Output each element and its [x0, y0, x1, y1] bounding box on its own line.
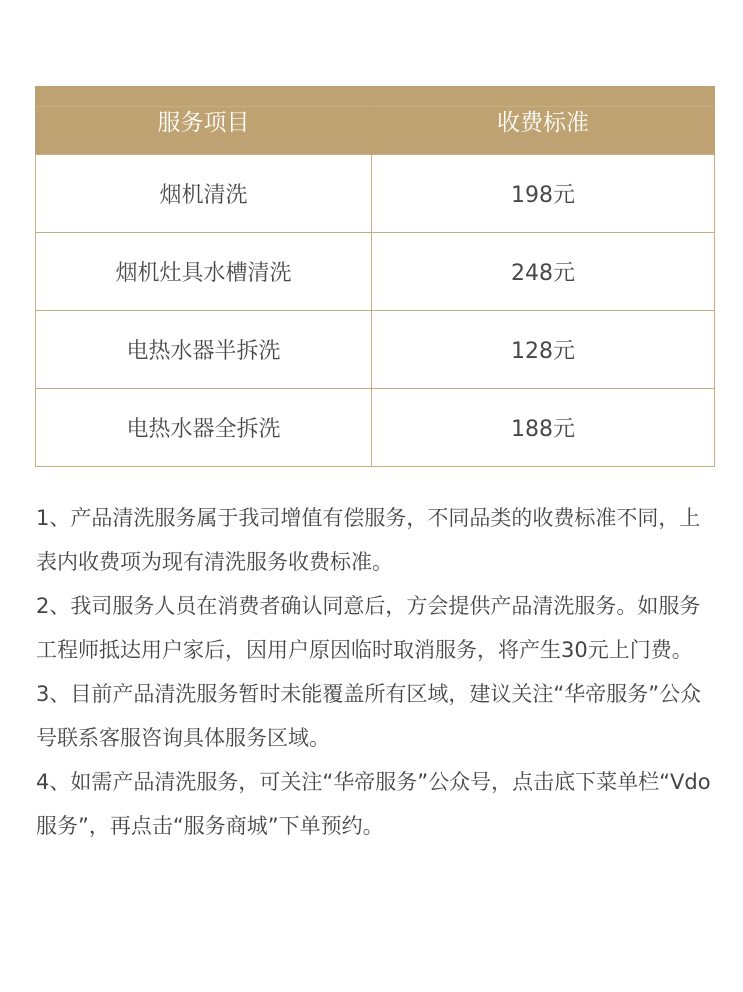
column-header-service: 服务项目: [36, 87, 372, 155]
service-cell: 烟机清洗: [36, 155, 372, 233]
price-cell: 188元: [372, 389, 715, 467]
table-row: [36, 233, 715, 311]
service-cell: 电热水器半拆洗: [36, 311, 372, 389]
service-cell: 电热水器全拆洗: [36, 389, 372, 467]
price-cell: 128元: [372, 311, 715, 389]
price-table: [35, 86, 715, 467]
note-paragraph-2: 2、我司服务人员在消费者确认同意后，方会提供产品清洗服务。如服务工程师抵达用户家后，因用户原因临时取消服务，将产生30元上门费。: [36, 594, 701, 662]
price-cell: 248元: [372, 233, 715, 311]
note-paragraph-1: 1、产品清洗服务属于我司增值有偿服务，不同品类的收费标准不同，上表内收费项为现有清洗服务收费标准。: [36, 506, 701, 574]
service-cell: 烟机灶具水槽清洗: [36, 233, 372, 311]
column-header-price: 收费标准: [372, 87, 715, 155]
notes-section: [36, 496, 716, 848]
table-row: [36, 389, 715, 467]
note-paragraph-3: 3、目前产品清洗服务暂时未能覆盖所有区域，建议关注“华帝服务”公众号联系客服咨询具体服务区域。: [36, 682, 702, 750]
table-header-row: [36, 87, 715, 155]
table-row: [36, 311, 715, 389]
table-row: [36, 155, 715, 233]
note-paragraph-4: 4、如需产品清洗服务，可关注“华帝服务”公众号，点击底下菜单栏“Vdo服务”，再点击“服务商城”下单预约。: [36, 770, 711, 838]
price-cell: 198元: [372, 155, 715, 233]
